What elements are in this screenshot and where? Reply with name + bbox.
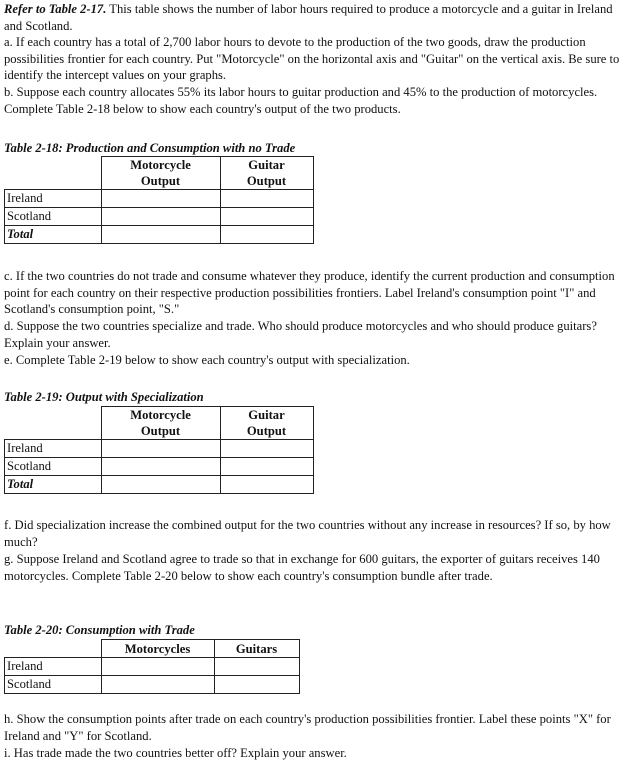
row-label-scotland: Scotland xyxy=(5,676,102,694)
cell-total-motorcycle[interactable] xyxy=(101,476,220,494)
cell-total-guitar[interactable] xyxy=(220,226,313,244)
cell-scotland-guitar[interactable] xyxy=(220,458,313,476)
header-guitars: Guitars xyxy=(214,640,299,658)
table-2-19 xyxy=(4,406,314,494)
question-a: a. If each country has a total of 2,700 labor hours to devote to the production of the two goods, draw the production possibilities frontier for each country. Put "Motorcycle" on the horizontal axis and "Guitar" on the vertical axis. Be sure to identify the intercept values on your graphs. xyxy=(4,35,620,83)
cell-ireland-motorcycle[interactable] xyxy=(101,440,220,458)
table-row xyxy=(5,407,314,440)
table-row xyxy=(5,208,314,226)
question-f: f. Did specialization increase the combined output for the two countries without any increase in resources? If so, by how much? xyxy=(4,518,611,549)
question-c: c. If the two countries do not trade and consume whatever they produce, identify the current production and consumption point for each country on their respective production possibilities frontiers. Label Ireland's consumption point "I" and Scotland's consumption point, "S." xyxy=(4,269,615,317)
table-2-18 xyxy=(4,156,314,244)
row-label-scotland: Scotland xyxy=(5,208,102,226)
table-row xyxy=(5,676,300,694)
row-label-scotland: Scotland xyxy=(5,458,102,476)
cell-scotland-motorcycle[interactable] xyxy=(101,458,220,476)
table-row xyxy=(5,440,314,458)
cell-total-guitar[interactable] xyxy=(220,476,313,494)
table-row xyxy=(5,658,300,676)
question-i: i. Has trade made the two countries better off? Explain your answer. xyxy=(4,746,347,760)
row-label-total: Total xyxy=(5,226,102,244)
header-motorcycle-output: Motorcycle Output xyxy=(101,407,220,440)
row-label-ireland: Ireland xyxy=(5,190,102,208)
cell-total-motorcycle[interactable] xyxy=(101,226,220,244)
table-2-18-caption: Table 2-18: Production and Consumption with no Trade xyxy=(4,141,296,155)
header-motorcycles: Motorcycles xyxy=(101,640,214,658)
header-guitar-output: Guitar Output xyxy=(220,157,313,190)
cell-ireland-motorcycle[interactable] xyxy=(101,190,220,208)
row-label-total: Total xyxy=(5,476,102,494)
table-row xyxy=(5,157,314,190)
cell-ireland-guitars[interactable] xyxy=(214,658,299,676)
cell-scotland-guitar[interactable] xyxy=(220,208,313,226)
question-g: g. Suppose Ireland and Scotland agree to trade so that in exchange for 600 guitars, the exporter of guitars receives 140 motorcycles. Complete Table 2-20 below to show each country's consumption bundle after trade. xyxy=(4,552,600,583)
header-motorcycle-output: Motorcycle Output xyxy=(101,157,220,190)
table-row xyxy=(5,226,314,244)
header-guitar-output: Guitar Output xyxy=(220,407,313,440)
question-d: d. Suppose the two countries specialize and trade. Who should produce motorcycles and who should produce guitars? Explain your answer. xyxy=(4,319,597,350)
cell-scotland-motorcycle[interactable] xyxy=(101,208,220,226)
table-2-20 xyxy=(4,639,300,694)
cell-ireland-motorcycles[interactable] xyxy=(101,658,214,676)
table-row xyxy=(5,476,314,494)
question-b: b. Suppose each country allocates 55% its labor hours to guitar production and 45% to the production of motorcycles. Complete Table 2-18 below to show each country's output of the two products. xyxy=(4,85,598,116)
row-label-ireland: Ireland xyxy=(5,658,102,676)
cell-scotland-guitars[interactable] xyxy=(214,676,299,694)
question-e: e. Complete Table 2-19 below to show each country's output with specialization. xyxy=(4,353,410,367)
cell-ireland-guitar[interactable] xyxy=(220,190,313,208)
table-2-19-caption: Table 2-19: Output with Specialization xyxy=(4,390,204,404)
table-row xyxy=(5,640,300,658)
intro-paragraph xyxy=(4,1,628,34)
table-row xyxy=(5,458,314,476)
cell-ireland-guitar[interactable] xyxy=(220,440,313,458)
intro-lead: Refer to Table 2-17. xyxy=(4,2,107,16)
row-label-ireland: Ireland xyxy=(5,440,102,458)
question-h: h. Show the consumption points after trade on each country's production possibilities frontier. Label these points "X" for Ireland and "Y" for Scotland. xyxy=(4,712,611,743)
table-2-20-caption: Table 2-20: Consumption with Trade xyxy=(4,623,195,637)
table-row xyxy=(5,190,314,208)
cell-scotland-motorcycles[interactable] xyxy=(101,676,214,694)
intro-rest: This table shows the number of labor hours required to produce a motorcycle and a guitar in Ireland and Scotland. xyxy=(4,2,613,33)
